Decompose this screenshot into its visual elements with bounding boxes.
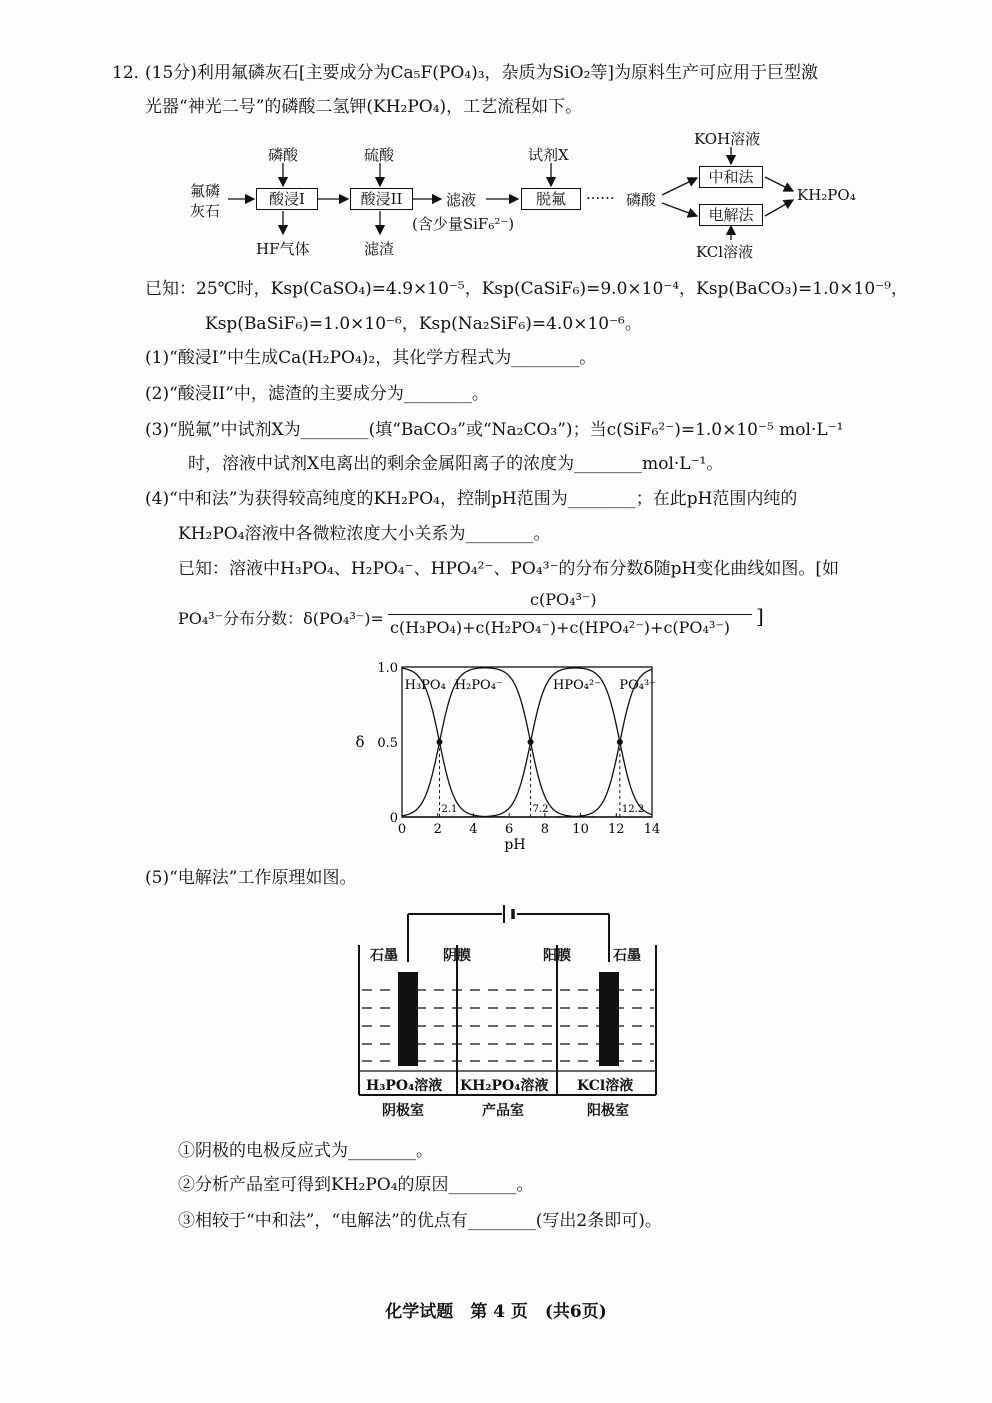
flow-box4-top: KOH溶液 <box>694 130 761 148</box>
question-4b: KH₂PO₄溶液中各微粒浓度大小关系为________。 <box>178 524 551 544</box>
pka-label-1: 7.2 <box>532 804 549 815</box>
flow-box2-bottom: 滤渣 <box>364 240 395 258</box>
question-3b: 时，溶液中试剂X电离出的剩余金属阳离子的浓度为________mol·L⁻¹。 <box>188 454 724 474</box>
flow-box-acid-leach-2: 酸浸II <box>350 188 413 210</box>
flow-filtrate: 滤液 <box>446 191 477 209</box>
fraction-bracket: ] <box>756 604 764 628</box>
fraction-denominator: c(H₃PO₄)+c(H₂PO₄⁻)+c(HPO₄²⁻)+c(PO₄³⁻) <box>390 618 731 637</box>
series-label-0: H₃PO₄ <box>404 678 446 693</box>
series-label-1: H₂PO₄⁻ <box>454 678 503 693</box>
right-solution-label: KCl溶液 <box>577 1078 634 1094</box>
anode-chamber-label: 阳极室 <box>587 1103 629 1119</box>
y-tick-label-1: 0.5 <box>377 736 398 751</box>
flow-product: KH₂PO₄ <box>797 186 856 204</box>
flow-dots: ······ <box>586 189 615 207</box>
page-footer: 化学试题 第 4 页 (共6页) <box>385 1302 607 1322</box>
pka-point-1 <box>528 739 534 745</box>
flow-start-2: 灰石 <box>190 202 221 220</box>
flow-box5-bottom: KCl溶液 <box>696 243 754 261</box>
flow-start-1: 氟磷 <box>190 182 221 200</box>
question-1: (1)“酸浸I”中生成Ca(H₂PO₄)₂，其化学方程式为________。 <box>145 348 597 368</box>
x-tick-label-7: 14 <box>643 822 661 837</box>
y-tick-label-0: 0 <box>389 811 398 826</box>
fraction-bar <box>388 614 752 615</box>
x-tick-label-3: 6 <box>505 822 514 837</box>
flow-phosphoric: 磷酸 <box>626 191 657 209</box>
right-electrode-label: 石墨 <box>613 948 641 964</box>
middle-solution-label: KH₂PO₄溶液 <box>460 1078 549 1094</box>
fraction-numerator: c(PO₄³⁻) <box>530 590 597 609</box>
anode-membrane-label: 阳膜 <box>543 948 571 964</box>
flow-filtrate-note: (含少量SiF₆²⁻) <box>412 215 515 233</box>
series-label-3: PO₄³⁻ <box>619 678 657 693</box>
known-line-2: Ksp(BaSiF₆)=1.0×10⁻⁶，Ksp(Na₂SiF₆)=4.0×10⁻⁶。 <box>205 314 642 334</box>
x-tick-label-6: 12 <box>608 822 625 837</box>
question-5-2: ②分析产品室可得到KH₂PO₄的原因________。 <box>178 1175 534 1195</box>
left-solution-label: H₃PO₄溶液 <box>366 1078 443 1094</box>
question-line-1: (15分)利用氟磷灰石[主要成分为Ca₅F(PO₄)₃，杂质为SiO₂等]为原料生产可应用于巨型激 <box>145 63 819 83</box>
x-axis-label: pH <box>504 837 526 853</box>
question-4c: 已知：溶液中H₃PO₄、H₂PO₄⁻、HPO₄²⁻、PO₄³⁻的分布分数δ随pH变化曲线如图。[如 <box>178 559 839 579</box>
flow-box2-top: 硫酸 <box>364 146 395 164</box>
x-tick-label-2: 4 <box>469 822 478 837</box>
question-4a: (4)“中和法”为获得较高纯度的KH₂PO₄，控制pH范围为________；在此pH范围内纯的 <box>145 489 798 509</box>
right-graphite-electrode <box>599 972 619 1066</box>
cathode-membrane-label: 阴膜 <box>443 948 471 964</box>
cathode-chamber-label: 阴极室 <box>382 1103 424 1119</box>
x-tick-label-1: 2 <box>433 822 442 837</box>
question-5: (5)“电解法”工作原理如图。 <box>145 868 357 888</box>
x-tick-label-0: 0 <box>397 822 407 837</box>
question-line-2: 光器“神光二号”的磷酸二氢钾(KH₂PO₄)，工艺流程如下。 <box>145 97 583 117</box>
flow-box1-top: 磷酸 <box>268 146 299 164</box>
pka-label-0: 2.1 <box>441 804 458 815</box>
question-5-1: ①阴极的电极反应式为________。 <box>178 1141 433 1161</box>
question-5-3: ③相较于“中和法”，“电解法”的优点有________(写出2条即可)。 <box>178 1211 662 1231</box>
distribution-chart <box>350 655 680 855</box>
flow-box-neutralization: 中和法 <box>699 166 763 188</box>
flow-box-defluorination: 脱氟 <box>521 188 581 210</box>
flow-box3-top: 试剂X <box>528 146 569 164</box>
known-line-1: 已知：25℃时，Ksp(CaSO₄)=4.9×10⁻⁵，Ksp(CaSiF₆)=9.0×10⁻⁴，Ksp(BaCO₃)=1.0×10⁻⁹， <box>145 279 908 299</box>
pka-point-0 <box>437 739 443 745</box>
product-chamber-label: 产品室 <box>482 1103 524 1119</box>
pka-point-2 <box>617 739 623 745</box>
flow-box1-bottom: HF气体 <box>256 240 310 258</box>
x-tick-label-5: 10 <box>572 822 589 837</box>
flow-box-acid-leach-1: 酸浸I <box>256 188 318 210</box>
left-graphite-electrode <box>398 972 418 1066</box>
y-tick-label-2: 1.0 <box>377 661 398 676</box>
x-tick-label-4: 8 <box>540 822 549 837</box>
y-axis-label: δ <box>355 733 365 751</box>
fraction-left: PO₄³⁻分布分数：δ(PO₄³⁻)= <box>178 609 384 628</box>
question-2: (2)“酸浸II”中，滤渣的主要成分为________。 <box>145 384 489 404</box>
series-label-2: HPO₄²⁻ <box>552 678 602 693</box>
question-number: 12． <box>112 63 151 83</box>
left-electrode-label: 石墨 <box>370 948 398 964</box>
pka-label-2: 12.2 <box>621 804 645 815</box>
flow-box-electrolysis: 电解法 <box>699 204 763 226</box>
question-3a: (3)“脱氟”中试剂X为________(填“BaCO₃”或“Na₂CO₃”)；当c(SiF₆²⁻)=1.0×10⁻⁵ mol·L⁻¹ <box>145 420 844 440</box>
